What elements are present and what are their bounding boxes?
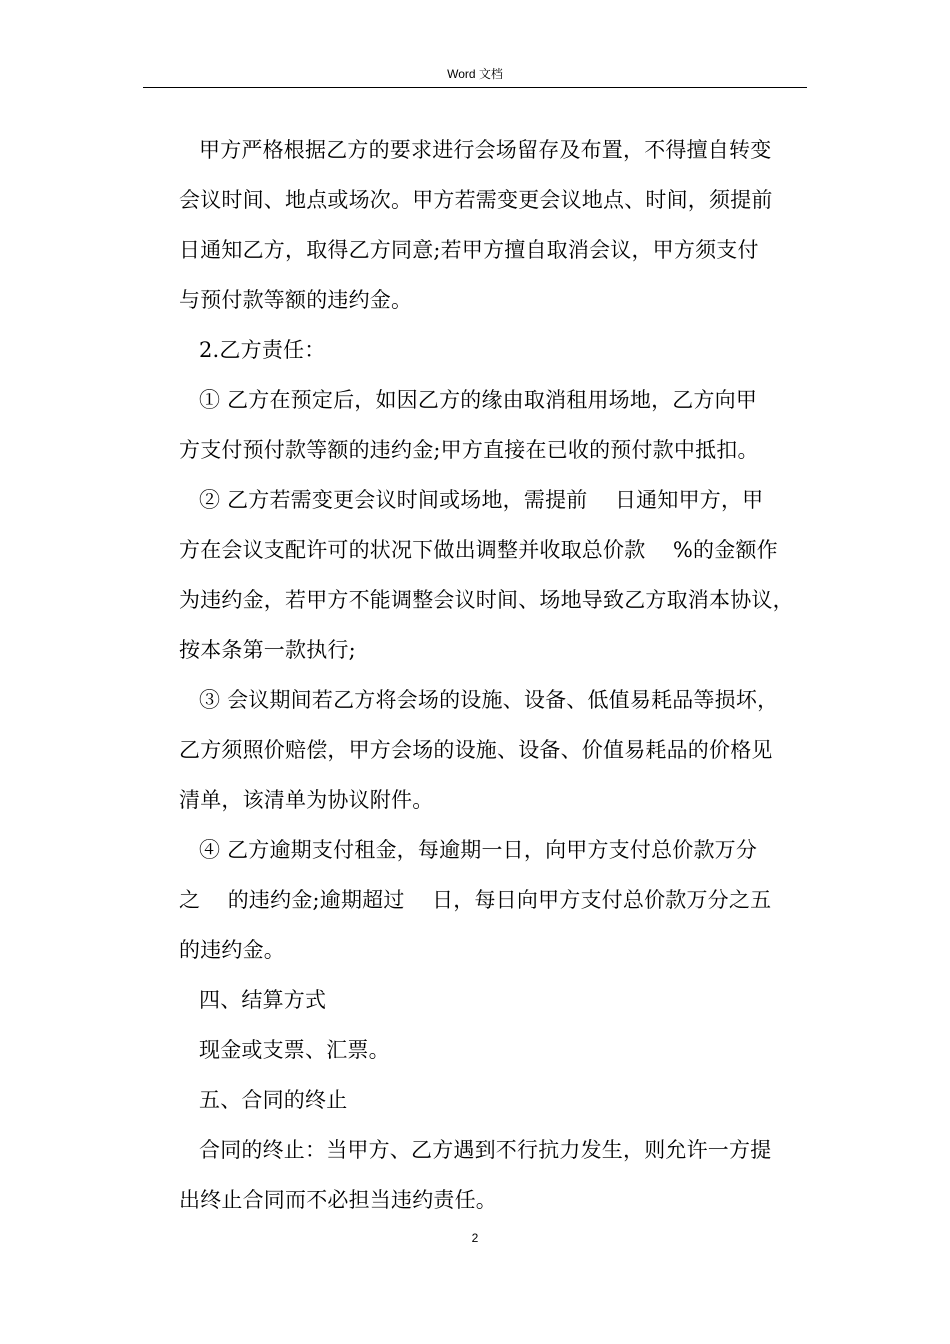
paragraph-line: ③ 会议期间若乙方将会场的设施、设备、低值易耗品等损坏，	[199, 688, 779, 712]
section-heading: 五、合同的终止	[199, 1088, 348, 1112]
section-heading: 2.乙方责任：	[199, 338, 326, 362]
paragraph-line: 的违约金。	[179, 938, 285, 962]
paragraph-line: ① 乙方在预定后，如因乙方的缘由取消租用场地，乙方向甲	[199, 388, 758, 412]
paragraph-line: 为违约金，若甲方不能调整会议时间、场地导致乙方取消本协议，	[179, 588, 794, 612]
paragraph-line: 甲方严格根据乙方的要求进行会场留存及布置，不得擅自转变	[199, 138, 772, 162]
paragraph-line: 与预付款等额的违约金。	[179, 288, 413, 312]
page-header-title: Word 文档	[447, 67, 503, 81]
paragraph-line: 乙方须照价赔偿，甲方会场的设施、设备、价值易耗品的价格见	[179, 738, 773, 762]
paragraph-line: 合同的终止：当甲方、乙方遇到不行抗力发生，则允许一方提	[199, 1138, 772, 1162]
paragraph-line: 出终止合同而不必担当违约责任。	[179, 1188, 497, 1212]
paragraph-line: 按本条第一款执行;	[179, 638, 356, 662]
paragraph-line: 现金或支票、汇票。	[199, 1038, 390, 1062]
page-number: 2	[471, 1231, 479, 1245]
paragraph-line: 会议时间、地点或场次。甲方若需变更会议地点、时间，须提前	[179, 188, 773, 212]
paragraph-line: 日通知乙方，取得乙方同意;若甲方擅自取消会议，甲方须支付	[179, 238, 759, 262]
paragraph-line: 清单，该清单为协议附件。	[179, 788, 434, 812]
paragraph-line: ② 乙方若需变更会议时间或场地，需提前 日通知甲方，甲	[199, 488, 764, 512]
paragraph-line: 之 的违约金;逾期超过 日，每日向甲方支付总价款万分之五	[179, 888, 772, 912]
header-divider	[143, 87, 807, 88]
paragraph-line: ④ 乙方逾期支付租金，每逾期一日，向甲方支付总价款万分	[199, 838, 758, 862]
section-heading: 四、结算方式	[199, 988, 327, 1012]
paragraph-line: 方支付预付款等额的违约金;甲方直接在已收的预付款中抵扣。	[179, 438, 759, 462]
paragraph-line: 方在会议支配许可的状况下做出调整并收取总价款 %的金额作	[179, 538, 778, 562]
